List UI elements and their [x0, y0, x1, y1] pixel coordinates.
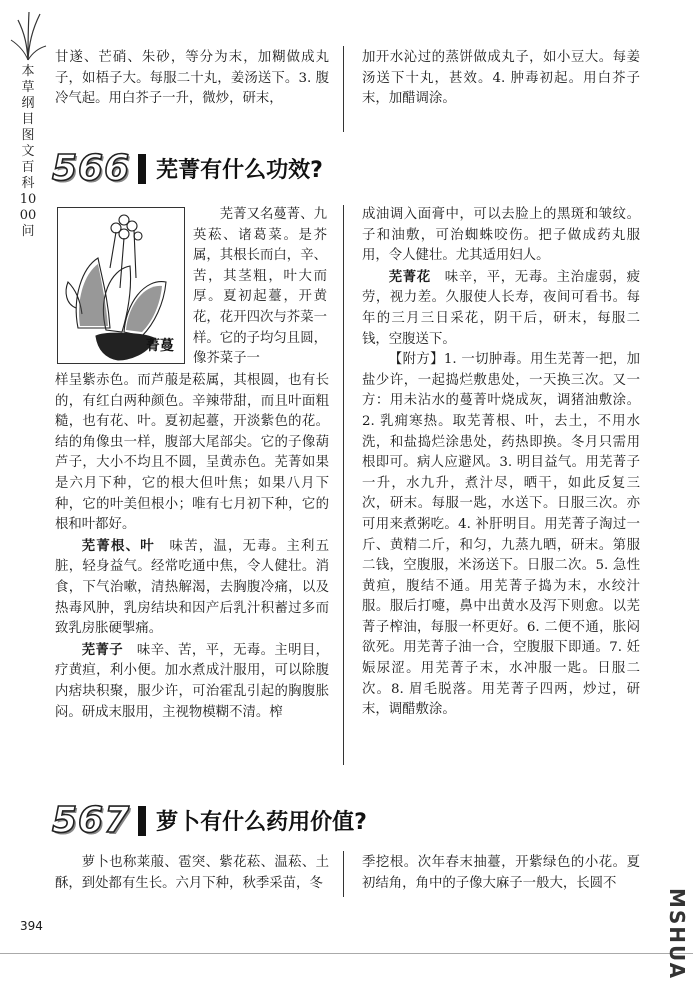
seed-heading: 芜菁子: [81, 641, 124, 658]
illustration-label: 菁蔓: [146, 338, 174, 354]
column-divider: [343, 851, 344, 897]
section-567-heading: [52, 800, 367, 841]
section-566-right-column: [362, 205, 640, 721]
flower-paragraph: [362, 267, 640, 350]
flower-heading: 芜菁花: [388, 268, 431, 285]
section-566-title: 芜菁有什么功效?: [156, 158, 323, 183]
column-divider: [343, 205, 344, 765]
top-left-paragraph: [55, 48, 329, 110]
column-divider: [343, 46, 344, 132]
bottom-rule: [0, 953, 693, 954]
intro-beside-image: [193, 205, 327, 370]
section-567-left-column: [55, 853, 329, 894]
root-leaf-heading: 芜菁根、叶: [81, 537, 155, 554]
top-left-text: 甘遂、芒硝、朱砂，等分为末，加糊做成丸子，如梧子大。每服二十丸，姜汤送下。3. 腹冷气起。用白芥子一升，微炒，研末，: [55, 50, 329, 107]
intro-beside-text: 芜菁又名蔓菁、九英菘、诸葛菜。是芥属，其根长而白，辛、苦，其茎粗，叶大而厚。夏初起薹，开黄花，花开四次与芥菜一样。它的子均匀且圆，像芥菜子一: [193, 207, 327, 367]
section-567-title: 萝卜有什么药用价值?: [156, 810, 367, 835]
right-continuation: 成油调入面膏中，可以去脸上的黑斑和皱纹。子和油敷，可治蜘蛛咬伤。把子做成药丸服用，令人健壮。尤其适用妇人。: [362, 207, 640, 264]
section-566-left-column: [55, 371, 329, 723]
section-567-right-column: [362, 853, 640, 894]
root-leaf-paragraph: [55, 536, 329, 640]
section-567-number: 567: [52, 800, 131, 841]
flower-text: 味辛，平，无毒。主治虚弱，疲劳，视力差。久服使人长寿，夜间可看书。每年的三月三日采花，阴干后，研末，每服二钱，空腹送下。: [362, 269, 641, 347]
intro-continuation: 样呈紫赤色。而芦菔是菘属，其根圆，也有长的，有红白两种颜色。辛辣带甜，而且叶面粗糙，也有花、叶。夏初起薹，开淡紫色的花。结的角像虫一样，腹部大尾部尖。它的子像葫芦子，大小不均且不圆，呈黄赤色。芜菁如果是六月下种，它的根大但叶焦；如果八月下种，它的叶美但根小；唯有七月初下种，它的根和叶都好。: [55, 373, 329, 533]
section-566-heading: [52, 148, 323, 189]
root-leaf-text: 味苦，温，无毒。主利五脏，轻身益气。经常吃通中焦，令人健壮。消食，下气治嗽，清热解渴，去胸腹冷痛，以及热毒风肿，乳房结块和因产后乳汁积蓄过多而致乳房胀硬掣痛。: [55, 538, 330, 637]
seed-text: 味辛、苦，平，无毒。主明目，疗黄疸，利小便。加水煮成汁服用，可以除腹内痞块积聚，服少许，可治霍乱引起的胸腹胀闷。研成末服用，主视物模糊不清。榨: [55, 642, 330, 720]
page-number: 394: [20, 919, 43, 933]
radish-left-text: 萝卜也称莱菔、雹突、紫花菘、温菘、土酥，到处都有生长。六月下种，秋季采苗，冬: [55, 855, 329, 891]
watermark: MSHUA: [665, 888, 689, 981]
seed-paragraph: [55, 640, 329, 723]
appendix-paragraph: 【附方】1. 一切肿毒。用生芜菁一把，加盐少许，一起捣烂敷患处，一天换三次。又一方：用未沾水的蔓菁叶烧成灰，调猪油敷涂。2. 乳痈寒热。取芜菁根、叶，去土，不用水洗，和盐捣烂涂患处，药热即换。冬月只需用根即可。病人应避风。3. 明目益气。用芜菁子一升，水九升，煮汁尽，晒干，如此反复三次，研末。每服一匙，水送下。日服三次。亦可用来煮粥吃。4. 补肝明目。用芜菁子淘过一斤、黄精二斤，和匀，九蒸九晒，研末。第服二钱，空腹服，米汤送下。日服二次。5. 急性黄疸，腹结不通。用芜菁子捣为末，水绞汁服。服后打嚏，鼻中出黄水及泻下则愈。以芜菁子榨油，每服一杯更好。6. 二便不通，胀闷欲死。用芜菁子油一合，空腹服下即通。7. 妊娠尿涩。用芜菁子末，水冲服一匙。日服二次。8. 眉毛脱落。用芜菁子四两，炒过，研末，调醋敷涂。: [362, 352, 640, 718]
heading-bar: [138, 154, 146, 184]
radish-right-text: 季挖根。次年春末抽薹，开紫绿色的小花。夏初结角，角中的子像大麻子一般大，长圆不: [362, 855, 640, 891]
heading-bar: [138, 806, 146, 836]
top-right-paragraph: [362, 48, 640, 110]
turnip-illustration: [57, 207, 185, 364]
grass-sprig-icon: [8, 6, 48, 62]
section-566-number: 566: [52, 148, 131, 189]
top-right-text: 加开水沁过的蒸饼做成丸子，如小豆大。每姜汤送下十丸，甚效。4. 肿毒初起。用白芥子末，加醋调涂。: [362, 50, 640, 107]
book-title-margin: 本草纲目图文百科1000问: [19, 64, 37, 239]
